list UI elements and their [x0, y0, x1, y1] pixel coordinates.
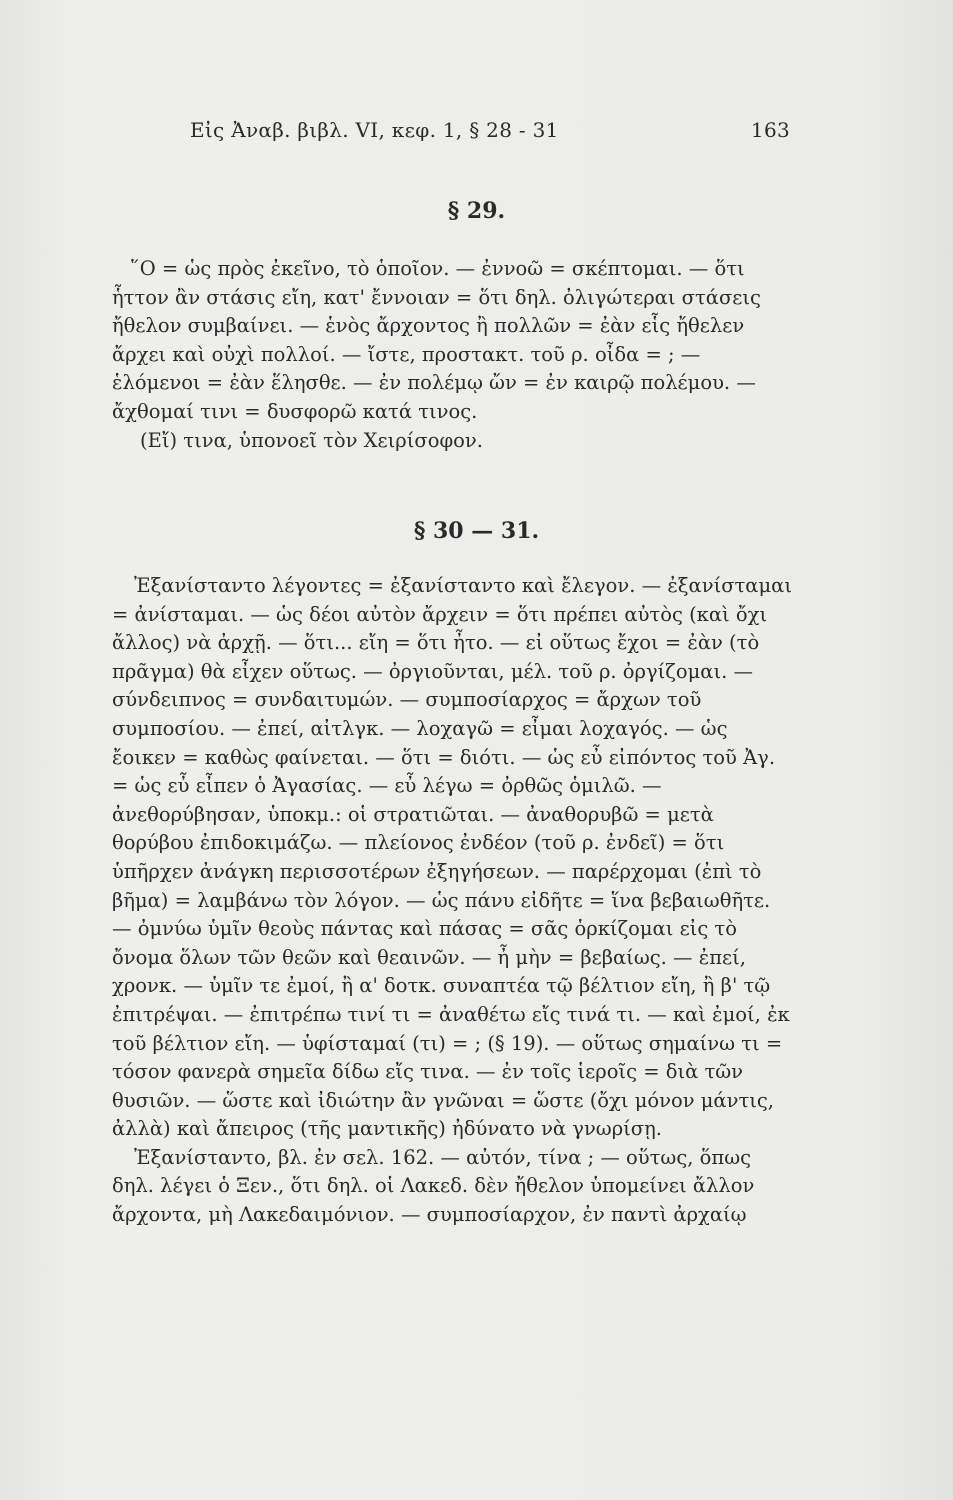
section-30-31-paragraph-1: Ἐξανίσταντο λέγοντες = ἐξανίσταντο καὶ ἔλεγον. — ἐξανίσταμαι = ἀνίσταμαι. — ὡς δέοι αὐτὸν ἄρχειν = ὅτι πρέπει αὐτὸς (καὶ ὄχι ἄλλος) νὰ ἀρχῇ. — ὅτι... εἴη = ὅτι ἦτο. — εἰ οὕτως ἔχοι = ἐὰν (τὸ πρᾶγμα) θὰ εἶχεν οὕτως. — ὀργιοῦνται, μέλ. τοῦ ρ. ὀργίζομαι. — σύνδειπνος = συνδαιτυμών. — συμποσίαρχος = ἄρχων τοῦ συμποσίου. — ἐπεί, αἰτλγκ. — λοχαγῶ = εἶμαι λοχαγός. — ὡς ἔοικεν = καθὼς φαίνεται. — ὅτι = διότι. — ὡς εὖ εἰπόντος τοῦ Ἀγ. = ὡς εὖ εἶπεν ὁ Ἀγασίας. — εὖ λέγω = ὀρθῶς ὁμιλῶ. — ἀνεθορύβησαν, ὑποκμ.: οἱ στρατιῶται. — ἀναθορυβῶ = μετὰ θορύβου ἐπιδοκιμάζω. — πλείονος ἐνδέον (τοῦ ρ. ἐνδεῖ) = ὅτι ὑπῆρχεν ἀνάγκη περισσοτέρων ἐξηγήσεων. — παρέρχομαι (ἐπὶ τὸ βῆμα) = λαμβάνω τὸν λόγον. — ὡς πάνυ εἰδῆτε = ἵνα βεβαιωθῆτε. — ὀμνύω ὑμῖν θεοὺς πάντας καὶ πάσας = σᾶς ὁρκίζομαι εἰς τὸ ὄνομα ὅλων τῶν θεῶν καὶ θεαινῶν. — ἦ μὴν = βεβαίως. — ἐπεί, χρονκ. — ὑμῖν τε ἐμοί, ἢ α' δοτκ. συναπτέα τῷ βέλτιον εἴη, ἢ β' τῷ ἐπιτρέψαι. — ἐπιτρέπω τινί τι = ἀναθέτω εἴς τινά τι. — καὶ ἐμοί, ἐκ τοῦ βέλτιον εἴη. — ὑφίσταμαί (τι) = ; (§ 19). — οὕτως σημαίνω τι = τόσον φανερὰ σημεῖα δίδω εἴς τινα. — ἐν τοῖς ἱεροῖς = διὰ τῶν θυσιῶν. — ὥστε καὶ ἰδιώτην ἂν γνῶναι = ὥστε (ὄχι μόνον μάντις, ἀλλὰ) καὶ ἄπειρος (τῆς μαντικῆς) ἠδύνατο νὰ γνωρίσῃ. [112, 574, 792, 1141]
page-number: 163 [750, 118, 790, 142]
section-29-text [112, 255, 792, 455]
running-title: Εἰς Ἀναβ. βιβλ. VI, κεφ. 1, § 28 - 31 [190, 118, 559, 142]
page-header [190, 118, 790, 158]
section-29-paragraph-1: ῞Ο = ὡς πρὸς ἐκεῖνο, τὸ ὁποῖον. — ἐννοῶ = σκέπτομαι. — ὅτι ἧττον ἂν στάσις εἴη, κατ' ἔννοιαν = ὅτι δηλ. ὀλιγώτεραι στάσεις ἤθελον συμβαίνει. — ἑνὸς ἄρχοντος ἢ πολλῶν = ἐὰν εἷς ἤθελεν ἄρχει καὶ οὐχὶ πολλοί. — ἴστε, προστακτ. τοῦ ρ. οἶδα = ; — ἑλόμενοι = ἐὰν ἕλησθε. — ἐν πολέμῳ ὤν = ἐν καιρῷ πολέμου. — ἄχθομαί τινι = δυσφορῶ κατά τινος. [112, 257, 761, 423]
section-heading-29: § 29. [447, 198, 506, 224]
section-heading-30-31: § 30 — 31. [413, 518, 540, 544]
section-30-31-text [112, 572, 792, 1230]
section-30-31-paragraph-2: Ἐξανίσταντο, βλ. ἐν σελ. 162. — αὐτόν, τίνα ; — οὕτως, ὅπως δηλ. λέγει ὁ Ξεν., ὅτι δηλ. οἱ Λακεδ. δὲν ἤθελον ὑπομείνει ἄλλον ἄρχοντα, μὴ Λακεδαιμόνιον. — συμποσίαρχον, ἐν παντὶ ἀρχαίῳ [112, 1145, 755, 1227]
section-29-paragraph-2: (Εἴ) τινα, ὑπονοεῖ τὸν Χειρίσοφον. [140, 428, 483, 452]
